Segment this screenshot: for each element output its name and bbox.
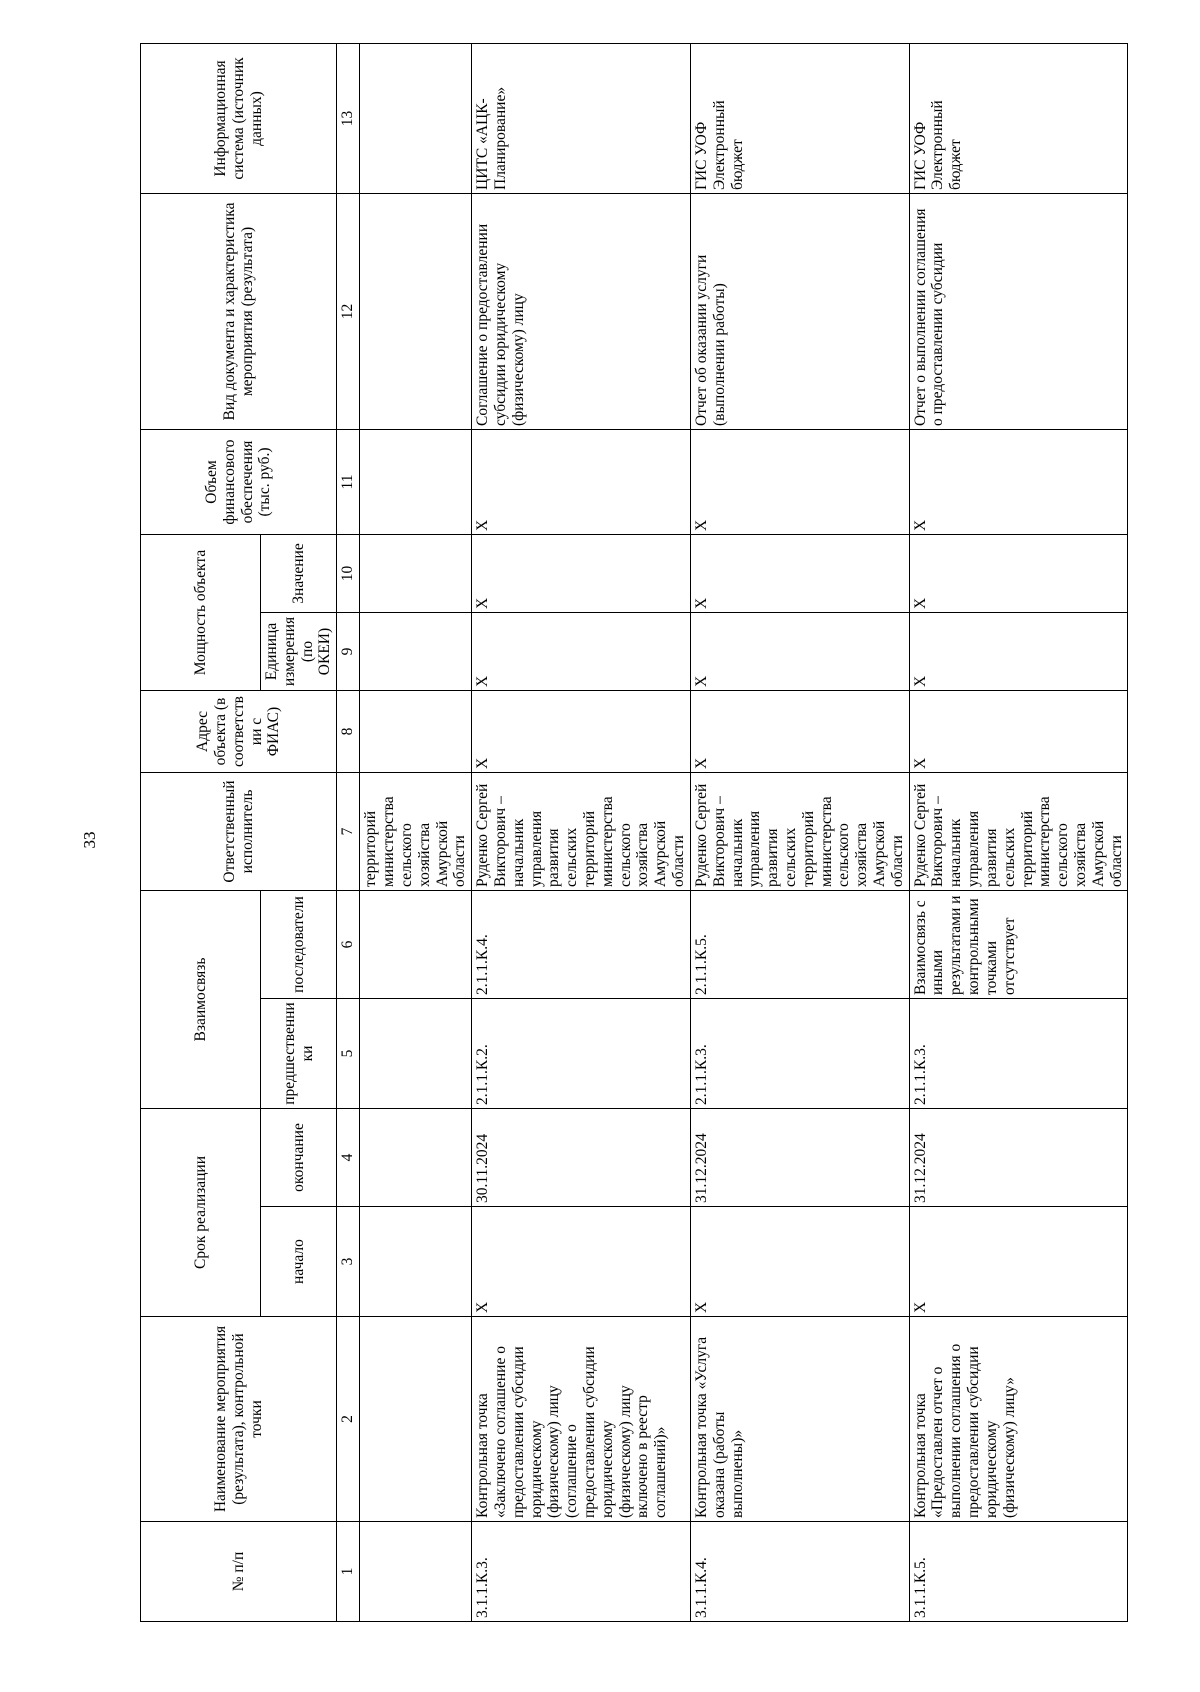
col-num-7: 7 (337, 773, 360, 891)
cell-info: ЦИТС «АЦК-Планирование» (472, 44, 691, 194)
cell-succ: 2.1.1.К.5. (690, 891, 909, 999)
cell-resp: Руденко Сергей Викторович – начальник управления развития сельских территорий министерства сельского хозяйства Амурской области (472, 773, 691, 891)
rotated-table-container (140, 44, 1125, 1622)
cell-pred: 2.1.1.К.3. (690, 999, 909, 1109)
cell-num: 3.1.1.К.4. (690, 1522, 909, 1622)
header-fin: Объем финансового обеспечения (тыс. руб.) (141, 430, 337, 535)
cell-name: Контрольная точка «Заключено соглашение о предоставлении субсидии юридическому (физическому) лицу (соглашение о предоставлении субсидии юридическому (физическому) лицу включено в реестр соглашений)» (472, 1317, 691, 1522)
cell-value (360, 535, 472, 613)
cell-doc (360, 194, 472, 430)
header-start: начало (261, 1207, 337, 1317)
cell-name (360, 1317, 472, 1522)
col-num-8: 8 (337, 691, 360, 773)
header-row-top (141, 44, 261, 1622)
col-num-10: 10 (337, 535, 360, 613)
cell-start: X (690, 1207, 909, 1317)
cell-start: X (472, 1207, 691, 1317)
table-row (690, 44, 909, 1622)
cell-unit (360, 613, 472, 691)
col-num-5: 5 (337, 999, 360, 1109)
col-num-4: 4 (337, 1109, 360, 1207)
cell-fin: X (909, 430, 1128, 535)
cell-end: 31.12.2024 (690, 1109, 909, 1207)
cell-fin (360, 430, 472, 535)
header-end: окончание (261, 1109, 337, 1207)
header-unit: Единица измерения (по ОКЕИ) (261, 613, 337, 691)
cell-resp: территорий министерства сельского хозяйства Амурской области (360, 773, 472, 891)
col-num-13: 13 (337, 44, 360, 194)
header-info: Информационная система (источник данных) (141, 44, 337, 194)
cell-pred: 2.1.1.К.2. (472, 999, 691, 1109)
cell-start (360, 1207, 472, 1317)
col-num-2: 2 (337, 1317, 360, 1522)
header-value: Значение (261, 535, 337, 613)
col-num-6: 6 (337, 891, 360, 999)
header-doc: Вид документа и характеристика мероприятия (результата) (141, 194, 337, 430)
cell-succ (360, 891, 472, 999)
cell-addr (360, 691, 472, 773)
cell-start: X (909, 1207, 1128, 1317)
header-addr: Адрес объекта (в соответствии с ФИАС) (141, 691, 337, 773)
header-num: № п/п (141, 1522, 337, 1622)
cell-pred: 2.1.1.К.3. (909, 999, 1128, 1109)
cell-end: 31.12.2024 (909, 1109, 1128, 1207)
cell-num: 3.1.1.К.5. (909, 1522, 1128, 1622)
cell-doc: Соглашение о предоставлении субсидии юридическому (физическому) лицу (472, 194, 691, 430)
table-row (472, 44, 691, 1622)
cell-info: ГИС УОФ Электронный бюджет (909, 44, 1128, 194)
header-name: Наименование мероприятия (результата), контрольной точки (141, 1317, 337, 1522)
cell-fin: X (690, 430, 909, 535)
cell-value: X (909, 535, 1128, 613)
cell-name: Контрольная точка «Предоставлен отчет о выполнении соглашения о предоставлении субсидии юридическому (физическому) лицу» (909, 1317, 1128, 1522)
header-term: Срок реализации (141, 1109, 261, 1317)
table-row (909, 44, 1128, 1622)
header-resp: Ответственный исполнитель (141, 773, 337, 891)
cell-num: 3.1.1.К.3. (472, 1522, 691, 1622)
cell-info (360, 44, 472, 194)
table-row (360, 44, 472, 1622)
col-num-9: 9 (337, 613, 360, 691)
header-succ: последователи (261, 891, 337, 999)
col-num-3: 3 (337, 1207, 360, 1317)
col-num-1: 1 (337, 1522, 360, 1622)
cell-succ: Взаимосвязь с иными результатами и контрольными точками отсутствует (909, 891, 1128, 999)
cell-doc: Отчет о выполнении соглашения о предоставлении субсидии (909, 194, 1128, 430)
rotated-page-area (140, 44, 1125, 1622)
cell-value: X (690, 535, 909, 613)
cell-info: ГИС УОФ Электронный бюджет (690, 44, 909, 194)
cell-addr: X (690, 691, 909, 773)
cell-doc: Отчет об оказании услуги (выполнении работы) (690, 194, 909, 430)
cell-unit: X (690, 613, 909, 691)
cell-resp: Руденко Сергей Викторович – начальник управления развития сельских территорий министерства сельского хозяйства Амурской области (909, 773, 1128, 891)
col-num-12: 12 (337, 194, 360, 430)
cell-resp: Руденко Сергей Викторович – начальник управления развития сельских территорий министерства сельского хозяйства Амурской области (690, 773, 909, 891)
col-num-11: 11 (337, 430, 360, 535)
cell-addr: X (472, 691, 691, 773)
column-number-row (337, 44, 360, 1622)
cell-end (360, 1109, 472, 1207)
cell-succ: 2.1.1.К.4. (472, 891, 691, 999)
cell-unit: X (472, 613, 691, 691)
cell-pred (360, 999, 472, 1109)
page-number: 33 (80, 831, 99, 849)
header-link: Взаимосвязь (141, 891, 261, 1109)
header-power: Мощность объекта (141, 535, 261, 691)
plan-table (140, 43, 1128, 1622)
cell-num (360, 1522, 472, 1622)
header-pred: предшественники (261, 999, 337, 1109)
cell-value: X (472, 535, 691, 613)
cell-addr: X (909, 691, 1128, 773)
cell-name: Контрольная точка «Услуга оказана (работы выполнены)» (690, 1317, 909, 1522)
cell-unit: X (909, 613, 1128, 691)
cell-fin: X (472, 430, 691, 535)
cell-end: 30.11.2024 (472, 1109, 691, 1207)
